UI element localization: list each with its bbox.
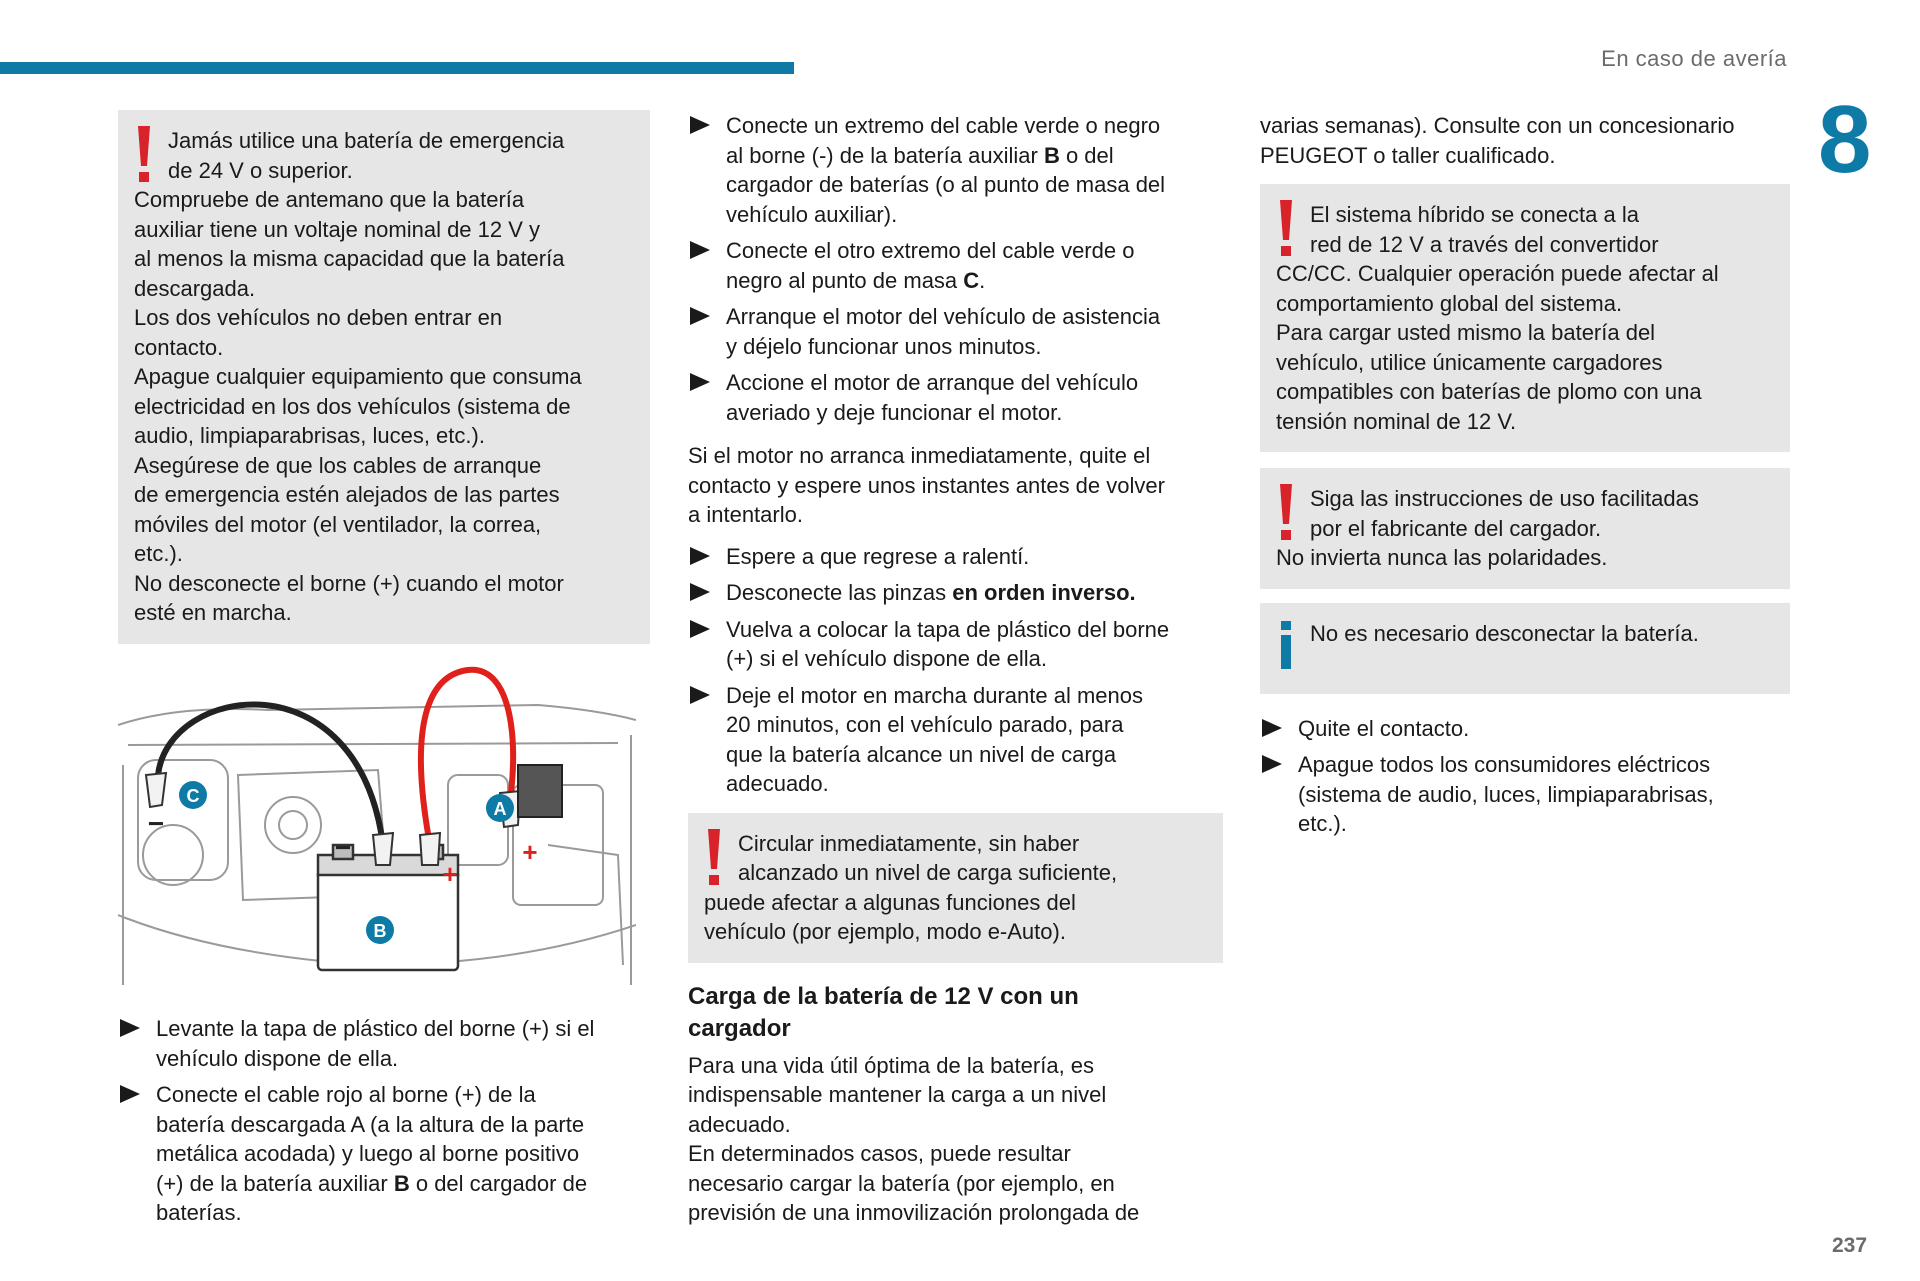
step-item: Arranque el motor del vehículo de asistencia y déjelo funcionar unos minutos. [688, 302, 1223, 361]
exclamation-warning-icon [1278, 484, 1294, 542]
step-item: Conecte el otro extremo del cable verde o negro al punto de masa C. [688, 236, 1223, 295]
info-box: No es necesario desconectar la batería. [1260, 603, 1790, 694]
arrow-icon [690, 583, 710, 601]
arrow-icon [690, 307, 710, 325]
arrow-icon [1262, 755, 1282, 773]
minus-sign: − [334, 832, 352, 863]
warning-box: El sistema híbrido se conecta a la red de 12 V a través del convertidor CC/CC. Cualquier operación puede afectar al comportamiento global del sistema. Para cargar usted mismo la batería del vehículo, utilice únicamente cargadores compatibles con baterías de plomo con una tensión nominal de 12 V. [1260, 184, 1790, 452]
step-line: metálica acodada) y luego al borne positivo [156, 1141, 580, 1166]
arrow-icon [1262, 719, 1282, 737]
exclamation-warning-icon [136, 126, 152, 184]
step-item [118, 1014, 650, 1073]
warning-line: audio, limpiaparabrisas, luces, etc.). [134, 423, 485, 448]
warning-line: Jamás utilice una batería de emergencia [168, 128, 565, 153]
warning-box: Siga las instrucciones de uso facilitadas por el fabricante del cargador. No invierta nunca las polaridades. [1260, 468, 1790, 589]
paragraph: Si el motor no arranca inmediatamente, quite el contacto y espere unos instantes antes de volver a intentarlo. [688, 443, 1165, 527]
warning-line: etc.). [134, 541, 183, 566]
step-line: Conecte el cable rojo al borne (+) de la [156, 1082, 536, 1107]
column-3 [1260, 111, 1790, 846]
step-list [118, 1014, 650, 1228]
warning-line: Compruebe de antemano que la batería [134, 187, 525, 212]
warning-line: al menos la misma capacidad que la batería [134, 246, 565, 271]
arrow-icon [120, 1085, 140, 1103]
warning-line: No desconecte el borne (+) cuando el motor [134, 570, 564, 596]
section-heading: Carga de la batería de 12 V con un cargador [688, 982, 1079, 1042]
page-number: 237 [1832, 1234, 1868, 1257]
arrow-icon [690, 547, 710, 565]
paragraph: varias semanas). Consulte con un concesionario PEUGEOT o taller cualificado. [1260, 113, 1735, 168]
step-item: Vuelva a colocar la tapa de plástico del borne (+) si el vehículo dispone de ella. [688, 615, 1223, 674]
arrow-icon [690, 116, 710, 134]
warning-line: de emergencia estén alejados de las partes [134, 482, 560, 507]
warning-line: de 24 V o superior. [168, 157, 353, 183]
plus-sign: + [442, 859, 458, 889]
warning-line: Apague cualquier equipamiento que consuma [134, 364, 582, 389]
header-accent-bar [0, 62, 794, 74]
jump-start-illustration [118, 665, 636, 1005]
step-item: Accione el motor de arranque del vehículo averiado y deje funcionar el motor. [688, 368, 1223, 427]
column-1 [118, 110, 650, 644]
chapter-number: 8 [1818, 86, 1872, 193]
step-item [118, 1080, 650, 1228]
section-title: En caso de avería [1601, 46, 1787, 71]
step-line: baterías. [156, 1200, 242, 1225]
step-line: Levante la tapa de plástico del borne (+) si el [156, 1016, 595, 1041]
step-item: Apague todos los consumidores eléctricos (sistema de audio, luces, limpiaparabrisas, etc.). [1260, 750, 1790, 839]
step-list [1260, 714, 1790, 839]
step-item: Deje el motor en marcha durante al menos 20 minutos, con el vehículo parado, para que la batería alcance un nivel de carga adecuado. [688, 681, 1223, 799]
step-list [688, 111, 1223, 427]
warning-line: esté en marcha. [134, 600, 292, 625]
step-item: Conecte un extremo del cable verde o negro al borne (-) de la batería auxiliar B o del cargador de baterías (o al punto de masa del vehículo auxiliar). [688, 111, 1223, 229]
warning-box [118, 110, 650, 644]
warning-line: descargada. [134, 275, 256, 301]
plus-sign: + [522, 837, 538, 867]
arrow-icon [690, 373, 710, 391]
minus-sign: − [147, 808, 165, 839]
paragraph: Para una vida útil óptima de la batería, es indispensable mantener la carga a un nivel adecuado. En determinados casos, puede resultar necesario cargar la batería (por ejemplo, en previsión de una inmovilización prolongada de [688, 1052, 1140, 1225]
step-line: (+) de la batería auxiliar B o del cargador de [156, 1170, 588, 1196]
label-a: A [493, 799, 507, 819]
step-line: batería descargada A (a la altura de la parte [156, 1111, 585, 1137]
warning-line: Asegúrese de que los cables de arranque [134, 452, 542, 478]
warning-line: electricidad en los dos vehículos (sistema de [134, 393, 571, 419]
step-line: vehículo dispone de ella. [156, 1045, 399, 1071]
column-2 [688, 111, 1223, 1228]
step-list [688, 542, 1223, 799]
column-1-steps [118, 1014, 650, 1235]
exclamation-warning-icon [1278, 200, 1294, 258]
label-b: B [373, 921, 387, 941]
warning-line: Los dos vehículos no deben entrar en [134, 305, 503, 330]
warning-line: móviles del motor (el ventilador, la correa, [134, 511, 542, 537]
warning-box: Circular inmediatamente, sin haber alcanzado un nivel de carga suficiente, puede afectar a algunas funciones del vehículo (por ejemplo, modo e-Auto). [688, 813, 1223, 963]
label-c: C [186, 786, 200, 806]
step-item: Desconecte las pinzas en orden inverso. [688, 578, 1223, 608]
step-item: Quite el contacto. [1260, 714, 1790, 744]
arrow-icon [120, 1019, 140, 1037]
info-icon [1278, 621, 1294, 669]
arrow-icon [690, 241, 710, 259]
engine-bay-drawing [118, 665, 636, 1005]
arrow-icon [690, 620, 710, 638]
arrow-icon [690, 686, 710, 704]
warning-line: contacto. [134, 334, 224, 360]
warning-line: auxiliar tiene un voltaje nominal de 12 V y [134, 216, 541, 242]
step-item: Espere a que regrese a ralentí. [688, 542, 1223, 572]
exclamation-warning-icon [706, 829, 722, 887]
